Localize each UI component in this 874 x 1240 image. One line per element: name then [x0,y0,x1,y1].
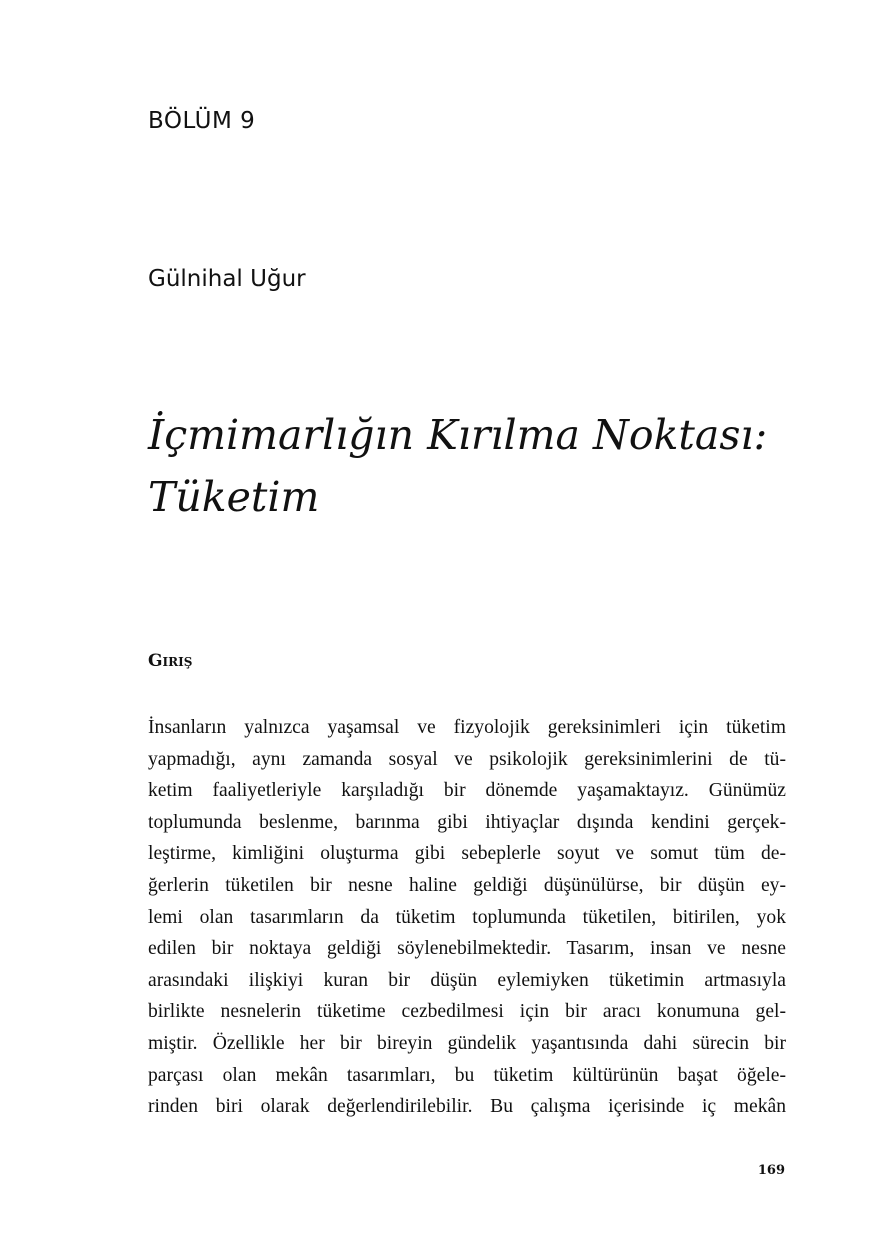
body-paragraph [148,712,786,1123]
body-line: edilen bir noktaya geldiği söylenebilmektedir. Tasarım, insan ve nesne [148,938,786,960]
body-line: birlikte nesnelerin tüketime cezbedilmesi için bir aracı konumuna gel- [148,1001,786,1023]
body-line: ketim faaliyetleriyle karşıladığı bir dönemde yaşamaktayız. Günümüz [148,780,786,802]
body-line: yapmadığı, aynı zamanda sosyal ve psikolojik gereksinimlerini de tü- [148,748,786,770]
body-line: miştir. Özellikle her bir bireyin gündelik yaşantısında dahi sürecin bir [148,1032,786,1054]
body-line: arasındaki ilişkiyi kuran bir düşün eylemiyken tüketimin artmasıyla [148,969,786,991]
body-line: rinden biri olarak değerlendirilebilir. Bu çalışma içerisinde iç mekân [148,1096,786,1118]
body-line: lemi olan tasarımların da tüketim toplumunda tüketilen, bitirilen, yok [148,906,786,928]
body-line: leştirme, kimliğini oluşturma gibi sebeplerle soyut ve somut tüm de- [148,843,786,865]
body-line: İnsanların yalnızca yaşamsal ve fizyolojik gereksinimleri için tüketim [148,717,786,738]
body-line: parçası olan mekân tasarımları, bu tüketim kültürünün başat öğele- [148,1064,786,1086]
page-number: 169 [757,1163,785,1178]
chapter-title [148,404,788,528]
chapter-label: BÖLÜM 9 [148,108,256,134]
body-line: ğerlerin tüketilen bir nesne haline geldiği düşünülürse, bir düşün ey- [148,874,786,896]
section-heading: Giriş [148,651,193,671]
author-name: Gülnihal Uğur [148,266,306,292]
chapter-title-line: Tüketim [148,473,320,521]
body-line: toplumunda beslenme, barınma gibi ihtiyaçlar dışında kendini gerçek- [148,811,786,833]
chapter-title-line: İçmimarlığın Kırılma Noktası: [148,411,768,459]
